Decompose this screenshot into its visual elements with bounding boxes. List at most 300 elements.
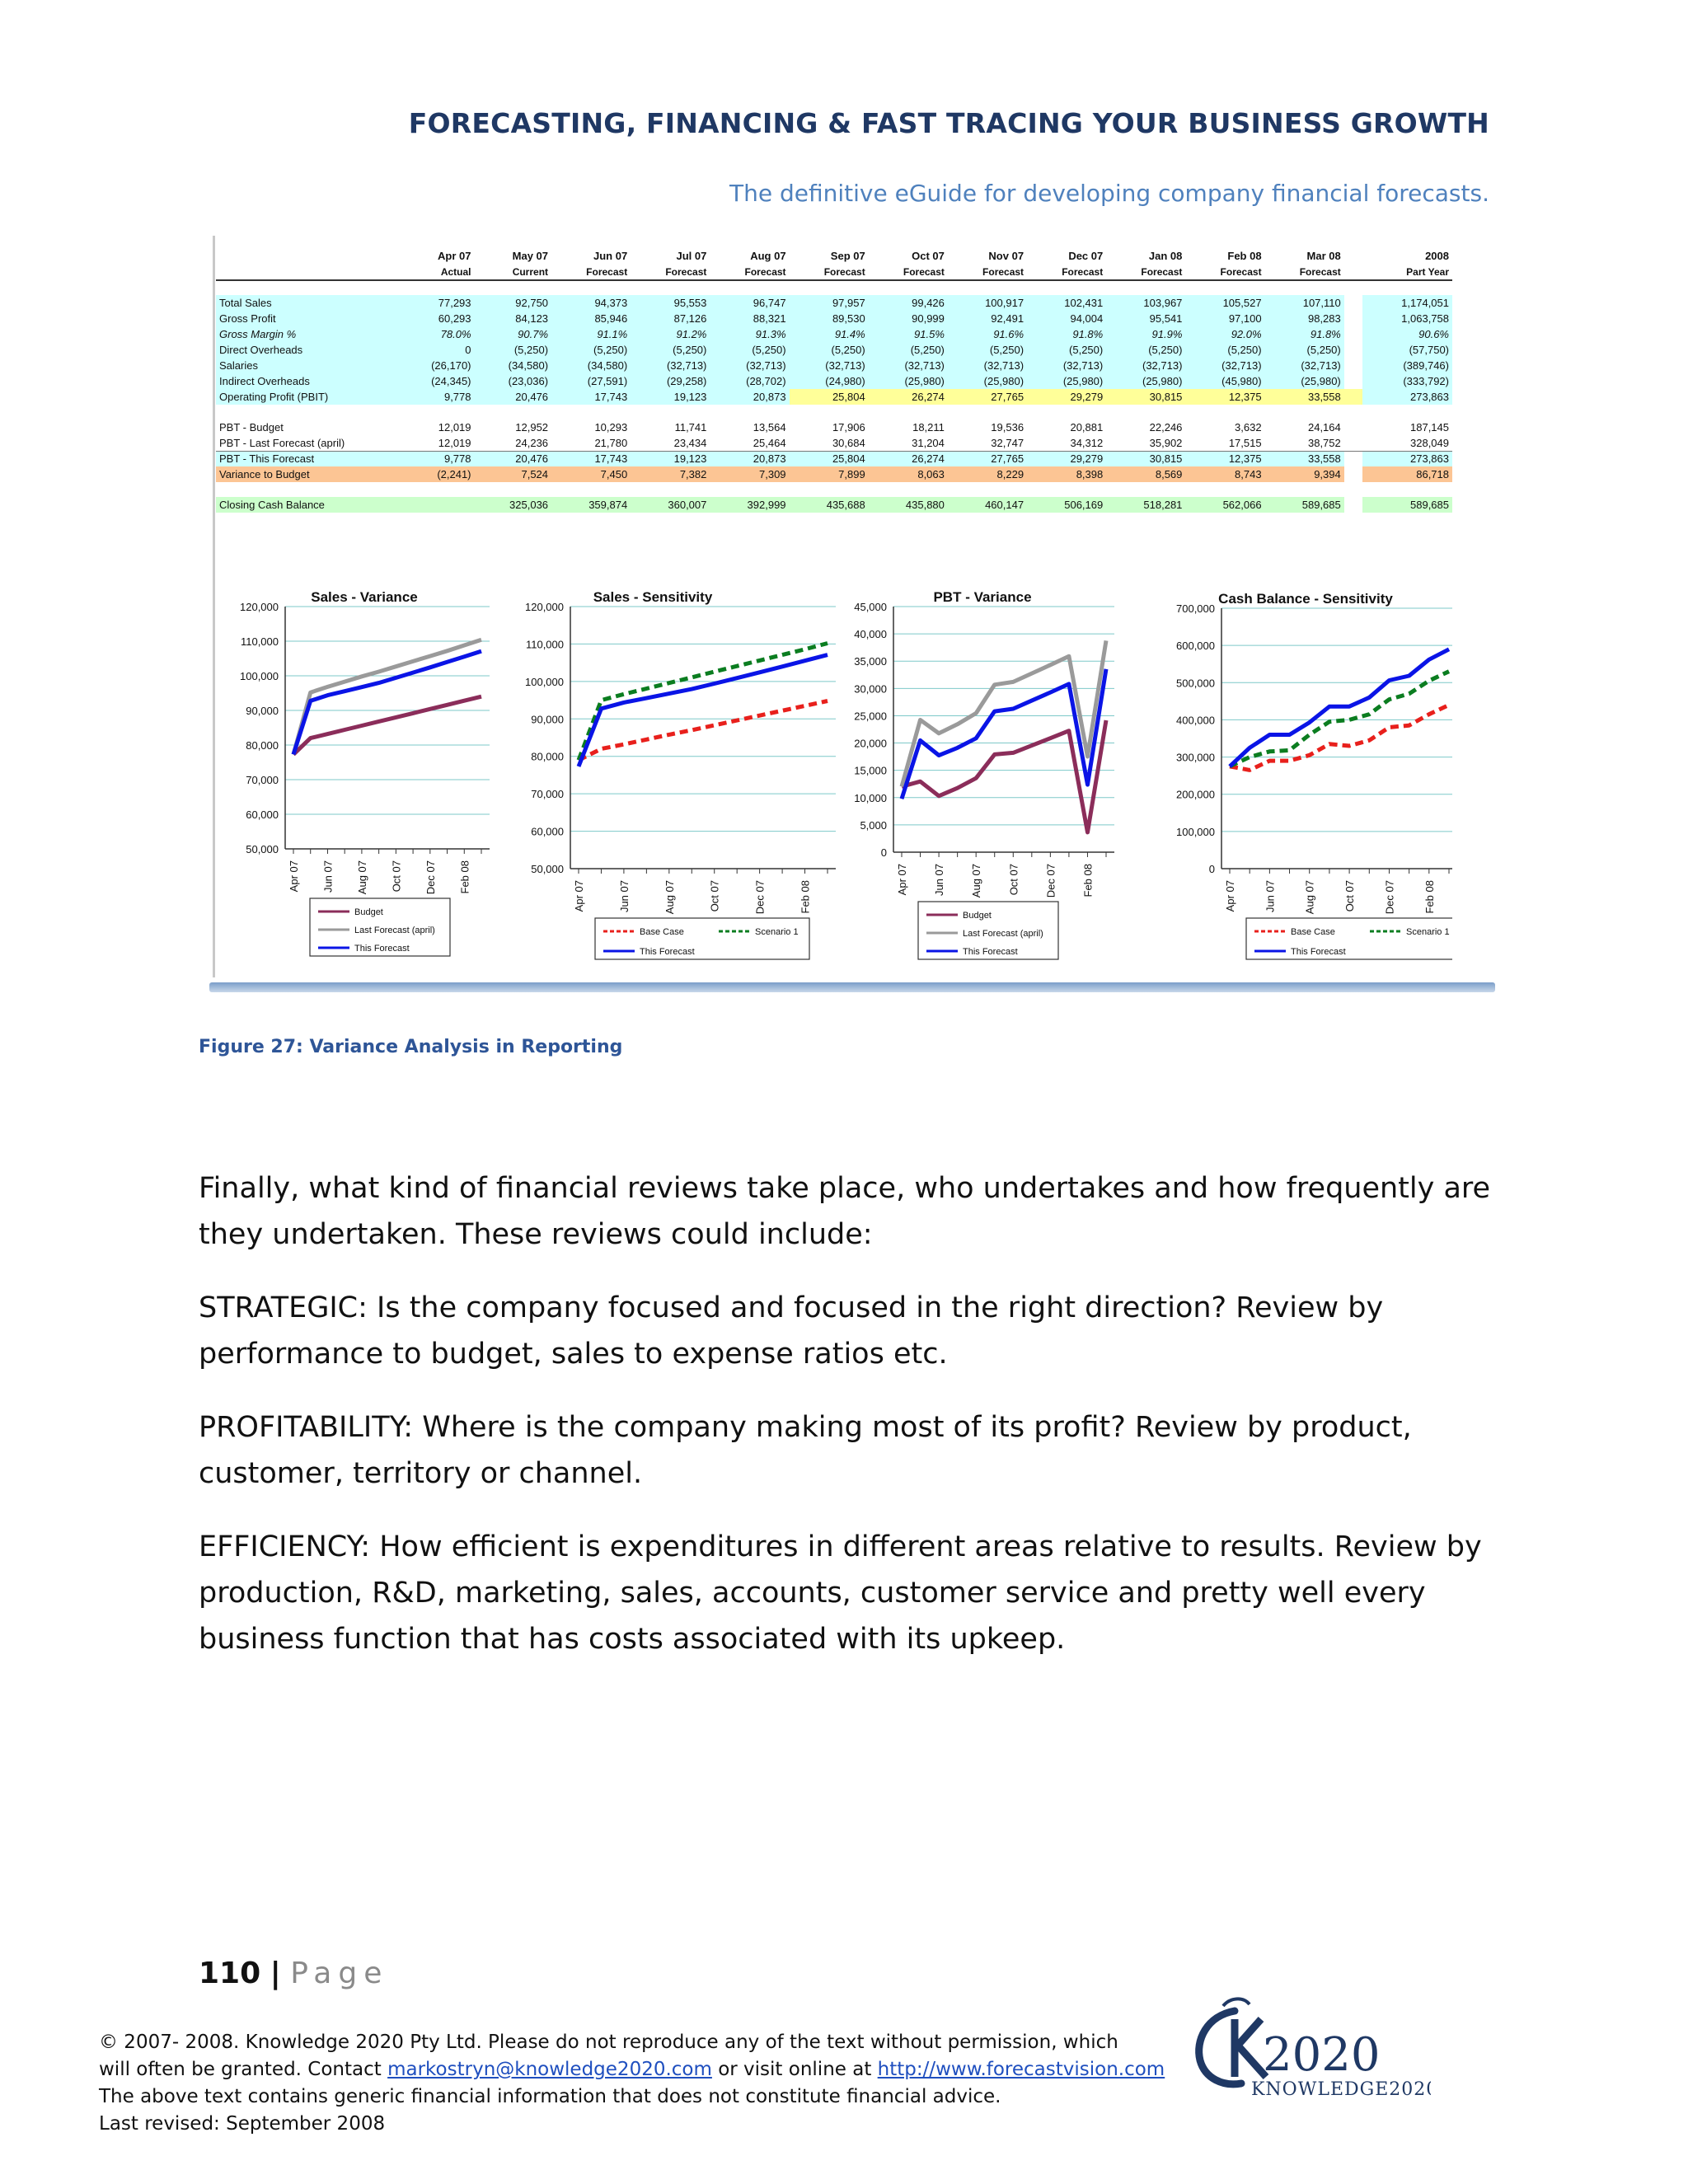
- table-cell: (32,713): [1265, 358, 1344, 373]
- table-cell: (29,258): [631, 373, 710, 389]
- table-cell: 392,999: [710, 497, 789, 513]
- y-tick-label: 100,000: [1176, 825, 1215, 838]
- table-cell: 91.5%: [869, 326, 948, 342]
- table-cell: (5,250): [869, 342, 948, 358]
- table-row: [216, 419, 1452, 435]
- table-cell: 91.1%: [551, 326, 631, 342]
- table-row: [216, 466, 1452, 482]
- table-cell: (28,702): [710, 373, 789, 389]
- total-cell: 1,174,051: [1362, 295, 1452, 311]
- y-tick-label: 5,000: [860, 818, 887, 832]
- table-row: [216, 451, 1452, 466]
- table-cell: 92.0%: [1185, 326, 1264, 342]
- y-tick-label: 40,000: [854, 628, 887, 641]
- table-cell: 7,309: [710, 466, 789, 482]
- table-cell: 17,743: [551, 451, 631, 466]
- y-tick-label: 100,000: [525, 675, 564, 688]
- chart-title: Cash Balance - Sensitivity: [1218, 591, 1393, 607]
- table-cell: (5,250): [1185, 342, 1264, 358]
- total-cell: (389,746): [1362, 358, 1452, 373]
- table-cell: 34,312: [1070, 436, 1104, 449]
- table-cell: 562,066: [1185, 497, 1264, 513]
- figure-left-rule: [213, 236, 215, 977]
- x-tick-label: Jun 07: [1264, 880, 1277, 913]
- footer: [99, 2029, 1187, 2138]
- table-cell: 60,293: [397, 311, 475, 326]
- column-header: Oct 07: [912, 249, 945, 262]
- table-cell: 91.2%: [631, 326, 710, 342]
- financial-table: [216, 247, 1452, 513]
- table-cell: 95,541: [1106, 311, 1185, 326]
- table-cell: 360,007: [631, 497, 710, 513]
- y-tick-label: 30,000: [854, 682, 887, 696]
- y-tick-label: 45,000: [854, 601, 887, 613]
- series-line-scenario-1: [579, 644, 828, 761]
- column-header: Forecast: [1106, 264, 1185, 280]
- table-cell: 90.7%: [475, 326, 552, 342]
- table-cell: 90,999: [869, 311, 948, 326]
- spacer-cell: [1344, 311, 1362, 326]
- table-cell: 8,569: [1106, 466, 1185, 482]
- table-cell: 38,752: [1307, 436, 1341, 449]
- table-cell: (5,250): [1027, 342, 1106, 358]
- spacer-cell: [1344, 451, 1362, 466]
- table-cell: 12,019: [438, 436, 471, 449]
- gap-cell: [216, 280, 1452, 295]
- table-cell: (25,980): [1027, 373, 1106, 389]
- chart-legend: [595, 918, 809, 959]
- table-cell: 97,100: [1185, 311, 1264, 326]
- table-cell: 91.6%: [948, 326, 1027, 342]
- table-cell: 24,236: [515, 436, 549, 449]
- legend-label: This Forecast: [1291, 947, 1346, 957]
- table-cell: 27,765: [948, 389, 1027, 405]
- series-line-budget: [293, 696, 481, 754]
- column-header: Current: [475, 264, 552, 280]
- table-cell: (2,241): [397, 466, 475, 482]
- x-tick-label: Feb 08: [458, 860, 471, 894]
- logo-2020: 2020: [1263, 2028, 1381, 2082]
- total-column-header: Part Year: [1362, 264, 1452, 280]
- table-cell: (5,250): [551, 342, 631, 358]
- table-cell: 91.8%: [1027, 326, 1106, 342]
- x-tick-label: Dec 07: [1383, 880, 1396, 915]
- table-cell: 20,881: [1070, 421, 1104, 434]
- table-cell: 25,804: [790, 451, 869, 466]
- y-tick-label: 600,000: [1176, 640, 1215, 653]
- y-tick-label: 110,000: [240, 635, 279, 648]
- column-header: Forecast: [869, 264, 948, 280]
- y-tick-label: 120,000: [240, 601, 279, 613]
- column-header: Forecast: [1185, 264, 1264, 280]
- y-tick-label: 70,000: [531, 788, 564, 801]
- legend-label: Budget: [354, 907, 383, 917]
- x-tick-label: Feb 08: [799, 880, 812, 914]
- column-header: Forecast: [710, 264, 789, 280]
- spacer-cell: [1344, 342, 1362, 358]
- table-row: [216, 326, 1452, 342]
- table-cell: (5,250): [1106, 342, 1185, 358]
- table-cell: (24,345): [397, 373, 475, 389]
- table-gap-row: [216, 482, 1452, 497]
- table-cell: 95,553: [631, 295, 710, 311]
- knowledge2020-logo: [1184, 1994, 1431, 2102]
- y-tick-label: 20,000: [854, 737, 887, 750]
- table-cell: 22,246: [1149, 421, 1183, 434]
- x-tick-label: Aug 07: [355, 860, 368, 895]
- page-number-separator: |: [270, 1957, 281, 1990]
- table-cell: (32,713): [1027, 358, 1106, 373]
- email-link[interactable]: markostryn@knowledge2020.com: [387, 2059, 712, 2080]
- table-cell: (25,980): [1106, 373, 1185, 389]
- row-label: Variance to Budget: [216, 466, 397, 482]
- column-header: Forecast: [790, 264, 869, 280]
- y-tick-label: 300,000: [1176, 751, 1215, 764]
- table-cell: (45,980): [1185, 373, 1264, 389]
- chart-title: Sales - Sensitivity: [593, 589, 713, 605]
- y-tick-label: 500,000: [1176, 677, 1215, 690]
- x-tick-label: Oct 07: [708, 880, 721, 912]
- y-tick-label: 90,000: [246, 705, 279, 717]
- column-header: Dec 07: [1068, 249, 1104, 262]
- table-row: [216, 342, 1452, 358]
- table-cell: 20,873: [710, 389, 789, 405]
- x-tick-label: Oct 07: [1343, 880, 1357, 912]
- series-line-scenario-1: [1230, 672, 1449, 766]
- table-cell: 91.8%: [1265, 326, 1344, 342]
- y-tick-label: 0: [1208, 863, 1215, 875]
- legend-label: Scenario 1: [1406, 927, 1450, 937]
- row-label: Gross Profit: [216, 311, 397, 326]
- figure-caption: Figure 27: Variance Analysis in Reporting: [199, 1037, 623, 1057]
- table-cell: 8,398: [1027, 466, 1106, 482]
- table-cell: 78.0%: [397, 326, 475, 342]
- table-cell: 87,126: [631, 311, 710, 326]
- table-cell: 94,373: [551, 295, 631, 311]
- table-cell: 98,283: [1265, 311, 1344, 326]
- y-tick-label: 10,000: [854, 791, 887, 804]
- table-cell: 32,747: [991, 436, 1025, 449]
- table-row: [216, 435, 1452, 451]
- table-cell: (25,980): [869, 373, 948, 389]
- x-tick-label: Feb 08: [1081, 864, 1095, 898]
- y-tick-label: 400,000: [1176, 714, 1215, 727]
- table-cell: (5,250): [631, 342, 710, 358]
- table-cell: 85,946: [551, 311, 631, 326]
- charts-area: [216, 569, 1452, 981]
- x-tick-label: Feb 08: [1423, 880, 1436, 914]
- column-header: Forecast: [948, 264, 1027, 280]
- table-header-row: [216, 264, 1452, 280]
- table-cell: (5,250): [790, 342, 869, 358]
- table-cell: 17,743: [551, 389, 631, 405]
- table-cell: 17,906: [832, 421, 865, 434]
- series-line-budget: [902, 720, 1106, 832]
- spacer-cell: [1344, 373, 1362, 389]
- table-cell: (32,713): [1106, 358, 1185, 373]
- paragraph-profitability: PROFITABILITY: Where is the company making most of its profit? Review by product, customer, territory or channel.: [199, 1411, 1412, 1490]
- legend-label: Last Forecast (april): [354, 926, 435, 935]
- spacer-cell: [1344, 466, 1362, 482]
- table-cell: [397, 497, 475, 513]
- y-tick-label: 200,000: [1176, 788, 1215, 801]
- total-cell: 1,063,758: [1362, 311, 1452, 326]
- x-tick-label: Apr 07: [1224, 880, 1236, 912]
- footer-revised: Last revised: September 2008: [99, 2113, 386, 2135]
- series-line-base-case: [579, 701, 828, 761]
- table-cell: 12,375: [1185, 451, 1264, 466]
- total-cell: 273,863: [1362, 389, 1452, 405]
- column-header: Aug 07: [750, 249, 786, 262]
- table-cell: 23,434: [673, 436, 707, 449]
- table-cell: 30,815: [1106, 451, 1185, 466]
- x-tick-label: Jun 07: [617, 880, 631, 913]
- logo-icon: [1184, 1994, 1431, 2102]
- chart-legend: [1246, 918, 1452, 959]
- page-number: [199, 1957, 388, 1990]
- table-cell: 27,765: [948, 451, 1027, 466]
- table-cell: 21,780: [594, 436, 628, 449]
- y-tick-label: 70,000: [246, 774, 279, 786]
- total-cell: 86,718: [1362, 466, 1452, 482]
- spacer-cell: [1344, 326, 1362, 342]
- header-blank: [216, 247, 397, 264]
- table-cell: (34,580): [551, 358, 631, 373]
- table-cell: 35,902: [1149, 436, 1183, 449]
- table-cell: 99,426: [869, 295, 948, 311]
- table-cell: 460,147: [948, 497, 1027, 513]
- table-cell: 8,229: [948, 466, 1027, 482]
- table-cell: (5,250): [1265, 342, 1344, 358]
- table-cell: (27,591): [551, 373, 631, 389]
- table-cell: 435,688: [790, 497, 869, 513]
- footer-contact: [99, 2056, 1187, 2083]
- table-cell: (32,713): [790, 358, 869, 373]
- table-cell: 91.4%: [790, 326, 869, 342]
- table-cell: 107,110: [1265, 295, 1344, 311]
- table-cell: 31,204: [912, 436, 945, 449]
- total-cell: 273,863: [1362, 451, 1452, 466]
- table-cell: 84,123: [475, 311, 552, 326]
- x-tick-label: Apr 07: [896, 864, 908, 896]
- row-label: Direct Overheads: [216, 342, 397, 358]
- table-cell: 89,530: [790, 311, 869, 326]
- legend-label: This Forecast: [354, 944, 410, 954]
- legend-label: Scenario 1: [755, 927, 799, 937]
- y-tick-label: 0: [880, 846, 887, 859]
- x-tick-label: Apr 07: [288, 860, 300, 893]
- body-text: [199, 1165, 1501, 1690]
- table-gap-row: [216, 280, 1452, 295]
- x-tick-label: Dec 07: [753, 880, 767, 915]
- page-word: Page: [290, 1957, 389, 1990]
- column-header: May 07: [512, 249, 549, 262]
- document-subtitle: The definitive eGuide for developing company financial forecasts.: [729, 180, 1489, 207]
- column-header: Nov 07: [988, 249, 1025, 262]
- spacer-cell: [1344, 497, 1362, 513]
- gap-cell: [216, 405, 1452, 419]
- footer-copyright: © 2007- 2008. Knowledge 2020 Pty Ltd. Please do not reproduce any of the text without permission, which: [99, 2032, 1118, 2053]
- table-cell: 13,564: [753, 421, 786, 434]
- table-cell: (32,713): [948, 358, 1027, 373]
- table-cell: 102,431: [1027, 295, 1106, 311]
- table-cell: (26,170): [397, 358, 475, 373]
- legend-label: Last Forecast (april): [963, 929, 1043, 939]
- column-header: Forecast: [551, 264, 631, 280]
- table-row: [216, 295, 1452, 311]
- row-label: Salaries: [216, 358, 397, 373]
- table-cell: (32,713): [631, 358, 710, 373]
- table-cell: 92,491: [948, 311, 1027, 326]
- logo-wordmark: KNOWLEDGE2020: [1251, 2079, 1431, 2100]
- table-cell: 20,476: [475, 389, 552, 405]
- y-tick-label: 60,000: [531, 825, 564, 838]
- table-cell: 96,747: [710, 295, 789, 311]
- x-tick-label: Jun 07: [321, 860, 335, 893]
- row-label: Closing Cash Balance: [216, 497, 397, 513]
- y-tick-label: 80,000: [531, 750, 564, 763]
- table-cell: (23,036): [475, 373, 552, 389]
- x-tick-label: Jun 07: [933, 864, 946, 897]
- column-header: Forecast: [631, 264, 710, 280]
- table-cell: (24,980): [790, 373, 869, 389]
- y-tick-label: 110,000: [525, 638, 564, 651]
- table-cell: 589,685: [1265, 497, 1344, 513]
- table-cell: 33,558: [1265, 451, 1344, 466]
- table-row: [216, 358, 1452, 373]
- table-cell: 359,874: [551, 497, 631, 513]
- table-header-row: [216, 247, 1452, 264]
- x-tick-label: Aug 07: [663, 880, 676, 915]
- table-cell: 91.3%: [710, 326, 789, 342]
- header-blank: [216, 264, 397, 280]
- chart-title: Sales - Variance: [311, 589, 418, 605]
- table-cell: 18,211: [912, 421, 945, 434]
- table-cell: (5,250): [710, 342, 789, 358]
- paragraph-intro: Finally, what kind of financial reviews take place, who undertakes and how frequently are they undertaken. These reviews could include:: [199, 1172, 1491, 1251]
- table-cell: 20,873: [710, 451, 789, 466]
- paragraph-efficiency: EFFICIENCY: How efficient is expenditures in different areas relative to results. Review by production, R&D, marketing, sales, accounts, customer service and pretty well every business function that has costs associated with its upkeep.: [199, 1530, 1482, 1656]
- spacer-cell: [1344, 435, 1362, 451]
- table-cell: 8,743: [1185, 466, 1264, 482]
- series-line-this-forecast: [1230, 649, 1449, 766]
- document-title: FORECASTING, FINANCING & FAST TRACING YOUR BUSINESS GROWTH: [408, 107, 1489, 139]
- column-header: Mar 08: [1306, 249, 1341, 262]
- table-cell: 9,778: [397, 389, 475, 405]
- table-cell: 10,293: [594, 421, 628, 434]
- table-cell: 12,019: [438, 421, 471, 434]
- table-cell: 29,279: [1027, 451, 1106, 466]
- spacer-cell: [1344, 295, 1362, 311]
- x-tick-label: Oct 07: [390, 860, 403, 893]
- table-cell: 97,957: [790, 295, 869, 311]
- column-header: Forecast: [1265, 264, 1344, 280]
- row-label: PBT - Last Forecast (april): [219, 436, 345, 449]
- table-cell: 92,750: [475, 295, 552, 311]
- paragraph-strategic: STRATEGIC: Is the company focused and focused in the right direction? Review by performance to budget, sales to expense ratios etc.: [199, 1291, 1384, 1371]
- table-cell: 24,164: [1307, 421, 1341, 434]
- table-cell: 0: [397, 342, 475, 358]
- table-cell: 9,394: [1265, 466, 1344, 482]
- spacer-cell: [1344, 419, 1362, 435]
- y-tick-label: 50,000: [246, 843, 279, 855]
- column-header: Feb 08: [1227, 249, 1262, 262]
- legend-label: Base Case: [1291, 927, 1335, 937]
- table-cell: (32,713): [869, 358, 948, 373]
- row-label: Indirect Overheads: [216, 373, 397, 389]
- table-cell: 11,741: [674, 421, 707, 434]
- table-cell: 12,952: [515, 421, 549, 434]
- table-cell: 8,063: [869, 466, 948, 482]
- table-cell: 26,274: [869, 389, 948, 405]
- column-header: Jan 08: [1148, 249, 1183, 262]
- table-cell: 12,375: [1185, 389, 1264, 405]
- column-header: Jun 07: [593, 249, 628, 262]
- table-cell: 26,274: [869, 451, 948, 466]
- y-tick-label: 15,000: [854, 764, 887, 777]
- table-cell: 19,536: [991, 421, 1025, 434]
- table-row: [216, 497, 1452, 513]
- table-cell: 91.9%: [1106, 326, 1185, 342]
- table-row: [216, 373, 1452, 389]
- table-cell: 7,382: [631, 466, 710, 482]
- column-header: Sep 07: [830, 249, 865, 262]
- column-header: Actual: [397, 264, 475, 280]
- figure-bottom-border: [209, 982, 1495, 992]
- column-header: Jul 07: [676, 249, 707, 262]
- y-tick-label: 90,000: [531, 713, 564, 726]
- table-cell: 29,279: [1027, 389, 1106, 405]
- total-column-header: 2008: [1425, 249, 1449, 262]
- total-cell: 328,049: [1410, 436, 1449, 449]
- table-cell: 19,123: [631, 389, 710, 405]
- gap-cell: [216, 482, 1452, 497]
- row-label: Gross Margin %: [216, 326, 397, 342]
- table-cell: 20,476: [475, 451, 552, 466]
- legend-label: This Forecast: [640, 947, 695, 957]
- table-cell: 30,684: [832, 436, 865, 449]
- chart-title: PBT - Variance: [933, 589, 1032, 605]
- spacer-cell: [1344, 264, 1362, 280]
- x-tick-label: Aug 07: [970, 864, 983, 898]
- table-cell: (34,580): [475, 358, 552, 373]
- row-label: Operating Profit (PBIT): [216, 389, 397, 405]
- table-cell: 100,917: [948, 295, 1027, 311]
- total-cell: (333,792): [1362, 373, 1452, 389]
- total-cell: 589,685: [1362, 497, 1452, 513]
- total-cell: 187,145: [1410, 421, 1449, 434]
- y-tick-label: 25,000: [854, 710, 887, 723]
- y-tick-label: 60,000: [246, 808, 279, 821]
- website-link[interactable]: http://www.forecastvision.com: [877, 2059, 1165, 2080]
- footer-disclaimer: The above text contains generic financial information that does not constitute financial advice.: [99, 2086, 1001, 2107]
- spacer-cell: [1344, 358, 1362, 373]
- table-cell: 506,169: [1027, 497, 1106, 513]
- footer-contact-mid: or visit online at: [711, 2059, 878, 2080]
- table-row: [216, 389, 1452, 405]
- table-cell: (25,980): [948, 373, 1027, 389]
- table-cell: 3,632: [1235, 421, 1262, 434]
- footer-contact-text: will often be granted. Contact: [99, 2059, 388, 2080]
- x-tick-label: Apr 07: [573, 880, 585, 912]
- table-cell: 33,558: [1265, 389, 1344, 405]
- row-label: Total Sales: [216, 295, 397, 311]
- table-cell: 88,321: [710, 311, 789, 326]
- charts-svg: [216, 569, 1452, 981]
- table-cell: 30,815: [1106, 389, 1185, 405]
- table-cell: (5,250): [948, 342, 1027, 358]
- table-cell: 7,450: [551, 466, 631, 482]
